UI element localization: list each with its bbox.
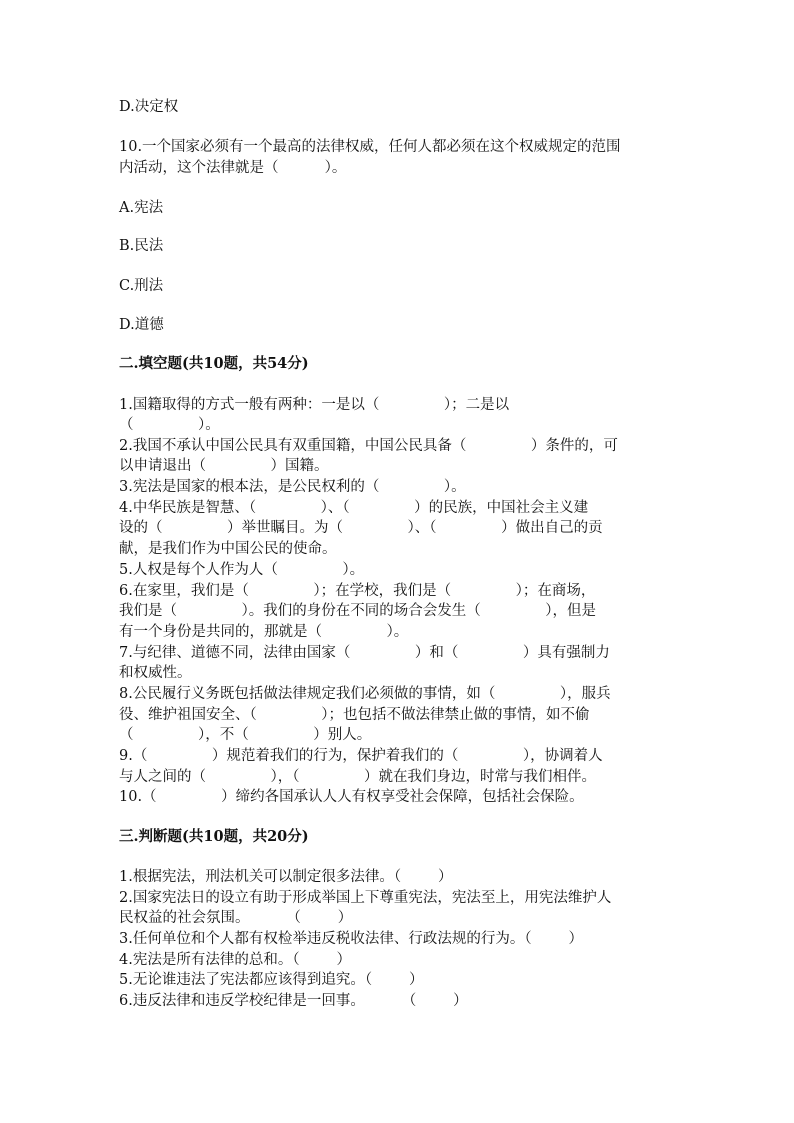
judge-line: 2.国家宪法日的设立有助于形成举国上下尊重宪法，宪法至上，用宪法维护人 bbox=[119, 890, 612, 906]
question-10-line-2: 内活动，这个法律就是（ ）。 bbox=[119, 160, 347, 176]
fill-line: 献，是我们作为中国公民的使命。 bbox=[119, 541, 337, 557]
judge-line: 1.根据宪法，刑法机关可以制定很多法律。（ ） bbox=[119, 869, 453, 885]
fill-line: 5.人权是每个人作为人（ ）。 bbox=[119, 562, 365, 578]
judge-line: 3.任何单位和个人都有权检举违反税收法律、行政法规的行为。（ ） bbox=[119, 931, 583, 947]
judge-line: 民权益的社会氛围。 （ ） bbox=[119, 910, 353, 926]
fill-line: 和权威性。 bbox=[119, 665, 192, 681]
fill-line: 设的（ ）举世瞩目。为（ ）、（ ）做出自己的贡 bbox=[119, 520, 603, 536]
fill-line: 我们是（ ）。我们的身份在不同的场合会发生（ ），但是 bbox=[119, 603, 597, 619]
fill-line: 与人之间的（ ），（ ）就在我们身边，时常与我们相伴。 bbox=[119, 769, 597, 785]
fill-line: 2.我国不承认中国公民具有双重国籍，中国公民具备（ ）条件的，可 bbox=[119, 438, 618, 454]
fill-line: 6.在家里，我们是（ ）；在学校，我们是（ ）；在商场， bbox=[119, 583, 596, 599]
question-10-line-1: 10.一个国家必须有一个最高的法律权威，任何人都必须在这个权威规定的范围 bbox=[119, 139, 621, 155]
section-2-heading: 二.填空题(共10题，共54分) bbox=[119, 355, 309, 372]
fill-line: （ ），不（ ）别人。 bbox=[119, 727, 372, 743]
question-10-option-c: C.刑法 bbox=[119, 278, 164, 294]
fill-line: 7.与纪律、道德不同，法律由国家（ ）和（ ）具有强制力 bbox=[119, 645, 610, 661]
judge-line: 5.无论谁违法了宪法都应该得到追究。（ ） bbox=[119, 972, 424, 988]
judge-line: 4.宪法是所有法律的总和。（ ） bbox=[119, 952, 351, 968]
judge-line: 6.违反法律和违反学校纪律是一回事。 （ ） bbox=[119, 993, 468, 1009]
fill-line: 有一个身份是共同的，那就是（ ）。 bbox=[119, 624, 409, 640]
fill-line: 以申请退出（ ）国籍。 bbox=[119, 458, 329, 474]
question-10-option-b: B.民法 bbox=[119, 238, 164, 254]
fill-line: 9.（ ）规范着我们的行为，保护着我们的（ ），协调着人 bbox=[119, 748, 603, 764]
question-10-option-a: A.宪法 bbox=[119, 200, 164, 216]
section-3-heading: 三.判断题(共10题，共20分) bbox=[119, 828, 309, 845]
fill-line: 3.宪法是国家的根本法，是公民权利的（ ）。 bbox=[119, 479, 466, 495]
option-d-previous: D.决定权 bbox=[119, 99, 179, 115]
fill-line: 1.国籍取得的方式一般有两种：一是以（ ）；二是以 bbox=[119, 397, 510, 413]
fill-line: （ ）。 bbox=[119, 417, 220, 433]
fill-line: 役、维护祖国安全、（ ）；也包括不做法律禁止做的事情，如不偷 bbox=[119, 707, 590, 723]
fill-line: 8.公民履行义务既包括做法律规定我们必须做的事情，如（ ），服兵 bbox=[119, 686, 611, 702]
fill-line: 4.中华民族是智慧、（ ）、（ ）的民族，中国社会主义建 bbox=[119, 500, 589, 516]
question-10-option-d: D.道德 bbox=[119, 317, 164, 333]
fill-line: 10.（ ）缔约各国承认人人有权享受社会保障，包括社会保险。 bbox=[119, 789, 584, 805]
